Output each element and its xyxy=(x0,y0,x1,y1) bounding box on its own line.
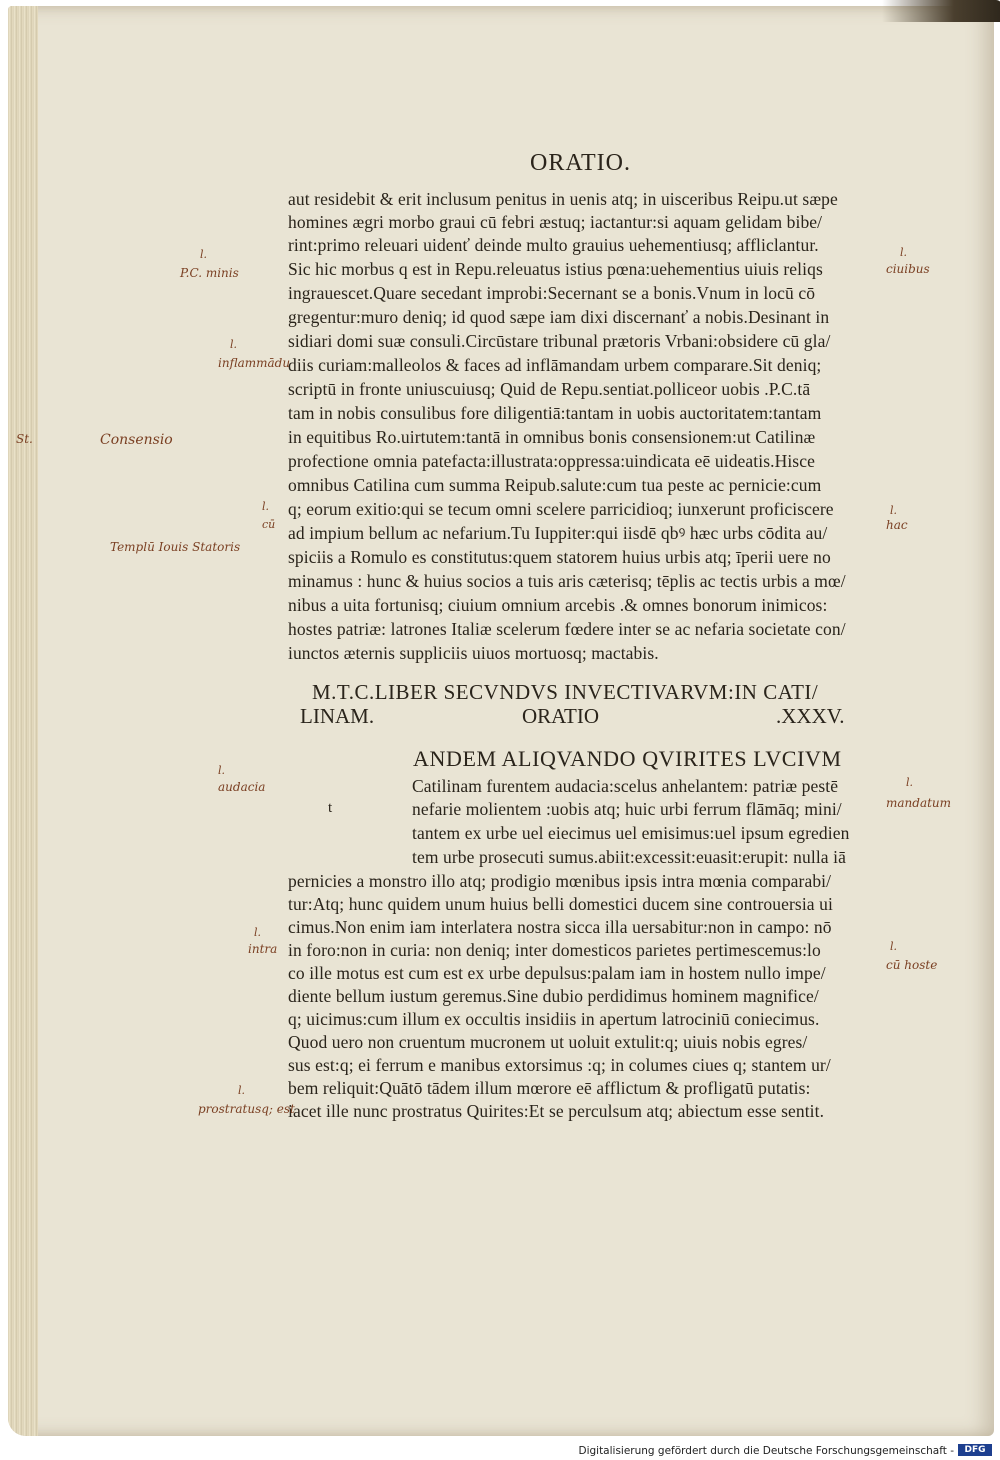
text-line: in foro:non in curia: non deniq; inter domesticos parietes pertimescemus:lo xyxy=(288,940,821,960)
text-line: pernicies a monstro illo atq; prodigio mœnibus ipsis intra mœnia comparabi/ xyxy=(288,871,832,891)
text-line: profectione omnia patefacta:illustrata:oppressa:uindicata eē uideatis.Hisce xyxy=(288,451,815,471)
funding-credit: Digitalisierung gefördert durch die Deutsche Forschungsgemeinschaft - xyxy=(578,1445,954,1457)
binding-corner xyxy=(882,0,1000,22)
text-line: bem reliquit:Quātō tādem illum mœrore eē afflictum & profligatū putatis: xyxy=(288,1078,811,1098)
marginal-mark: l. xyxy=(890,940,898,953)
text-line: Quod uero non cruentum mucronem ut uoluit extulit:q; uiuis nobis egres/ xyxy=(288,1032,808,1052)
text-line: Sic hic morbus q est in Repu.releuatus istius pœna:uehementius uiuis reliqs xyxy=(288,259,823,279)
text-line: ingrauescet.Quare secedant improbi:Secernant se a bonis.Vnum in locū cō xyxy=(288,283,816,303)
text-line: tem urbe prosecuti sumus.abiit:excessit:euasit:erupit: nulla iā xyxy=(412,847,846,867)
book-heading: M.T.C.LIBER SECVNDVS INVECTIVARVM:IN CATI/ xyxy=(312,680,819,704)
text-line: spiciis a Romulo es constitutus:quem statorem huius urbis atq; īperii uere no xyxy=(288,547,831,567)
text-line: hostes patriæ: latrones Italiæ scelerum fœdere inter se ac nefaria societate con/ xyxy=(288,619,846,639)
text-line: nibus a uita fortunisq; ciuium omnium arcebis .& omnes bonorum inimicos: xyxy=(288,595,828,615)
marginal-note: Consensio xyxy=(100,432,173,448)
marginal-note: intra xyxy=(248,942,278,956)
page-edges xyxy=(8,6,38,1436)
marginal-note: prostratusq; est xyxy=(198,1102,295,1116)
text-line: co ille motus est cum est ex urbe depulsus:palam iam in hostem nullo impe/ xyxy=(288,963,826,983)
book-heading-number: .XXXV. xyxy=(776,704,845,728)
text-line: rint:primo releuari uidenť deinde multo grauius uehementiusq; affliclantur. xyxy=(288,235,819,255)
marginal-mark: l. xyxy=(262,500,270,513)
text-line: diente bellum iustum geremus.Sine dubio perdidimus hominem magnifice/ xyxy=(288,986,819,1006)
incipit-line: ANDEM ALIQVANDO QVIRITES LVCIVM xyxy=(413,746,842,771)
text-line: cimus.Non enim iam interlatera nostra sicca illa uersabitur:non in campo: nō xyxy=(288,917,832,937)
text-line: homines ægri morbo graui cū febri æstuq; iactantur:si aquam gelidam bibe/ xyxy=(288,212,823,232)
marginal-note: Templū Iouis Statoris xyxy=(110,540,241,554)
text-line: nefarie molientem :uobis atq; huic urbi ferrum flāmāq; mini/ xyxy=(412,799,842,819)
text-line: sidiari domi suæ consuli.Circūstare tribunal prætoris Vrbani:obsidere cū gla/ xyxy=(288,331,831,351)
book-heading-oratio: ORATIO xyxy=(522,704,599,728)
text-line: minamus : hunc & huius socios a tuis aris cæterisq; tēplis ac tectis urbis a mœ/ xyxy=(288,571,846,591)
marginal-mark: l. xyxy=(890,504,898,517)
text-line: ad impium bellum ac nefarium.Tu Iuppiter:qui iisdē qbꝰ hæc urbs cōdita au/ xyxy=(288,523,828,543)
marginal-mark: l. xyxy=(906,776,914,789)
text-line: diis curiam:malleolos & faces ad inflāmandam urbem comparare.Sit deniq; xyxy=(288,355,822,375)
marginal-mark: l. xyxy=(218,764,226,777)
guide-letter: t xyxy=(328,800,333,816)
marginal-note: St. xyxy=(16,432,33,446)
text-line: gregentur:muro deniq; id quod sæpe iam dixi discernanť a nobis.Desinant in xyxy=(288,307,830,327)
marginal-note: ciuibus xyxy=(886,262,930,276)
text-line: Catilinam furentem audacia:scelus anhelantem: patriæ pestē xyxy=(412,776,839,796)
text-line: tantem ex urbe uel eiecimus uel emisimus:uel ipsum egredien xyxy=(412,823,850,843)
footer-bar xyxy=(0,1440,1000,1460)
text-line: scriptū in fronte uniuscuiusq; Quid de Repu.sentiat.polliceor uobis .P.C.tā xyxy=(288,379,811,399)
text-line: q; eorum exitio:qui se tecum omni scelere parricidioq; iunxerunt proficiscere xyxy=(288,499,834,519)
marginal-mark: cū xyxy=(262,518,276,531)
book-heading-name: LINAM. xyxy=(300,704,375,728)
marginal-note: audacia xyxy=(218,780,266,794)
running-head: ORATIO. xyxy=(530,150,631,176)
marginal-mark: l. xyxy=(254,926,262,939)
text-line: iacet ille nunc prostratus Quirites:Et se perculsum atq; abiectum esse sentit. xyxy=(288,1101,825,1121)
marginal-mark: l. xyxy=(238,1084,246,1097)
text-line: aut residebit & erit inclusum penitus in uenis atq; in uisceribus Reipu.ut sæpe xyxy=(288,189,838,209)
text-line: iunctos æternis suppliciis uiuos mortuosq; mactabis. xyxy=(288,643,659,663)
marginal-mark: l. xyxy=(230,338,238,351)
text-line: sus est:q; ei ferrum e manibus extorsimus :q; in columes ciues q; stantem ur/ xyxy=(288,1055,831,1075)
text-line: in equitibus Ro.uirtutem:tantā in omnibus bonis consensionem:ut Catilinæ xyxy=(288,427,816,447)
text-line: tam in nobis consulibus fore diligentiā:tantam in uobis auctoritatem:tantam xyxy=(288,403,822,423)
marginal-note: hac xyxy=(886,518,908,532)
marginal-note: P.C. minis xyxy=(180,266,239,280)
text-line: q; uicimus:cum illum ex occultis insidiis in apertum latrociniū coniecimus. xyxy=(288,1009,820,1029)
marginal-mark: l. xyxy=(200,248,208,261)
marginal-mark: l. xyxy=(900,246,908,259)
marginal-note: mandatum xyxy=(886,796,952,810)
text-line: tur:Atq; hunc quidem unum huius belli domestici ducem sine controuersia ui xyxy=(288,894,833,914)
text-line: omnibus Catilina cum summa Reipub.salute:cum tua peste ac pernicie:cum xyxy=(288,475,822,495)
dfg-logo: DFG xyxy=(958,1444,992,1456)
marginal-note: inflammādu xyxy=(218,356,291,370)
marginal-note: cū hoste xyxy=(886,958,938,972)
